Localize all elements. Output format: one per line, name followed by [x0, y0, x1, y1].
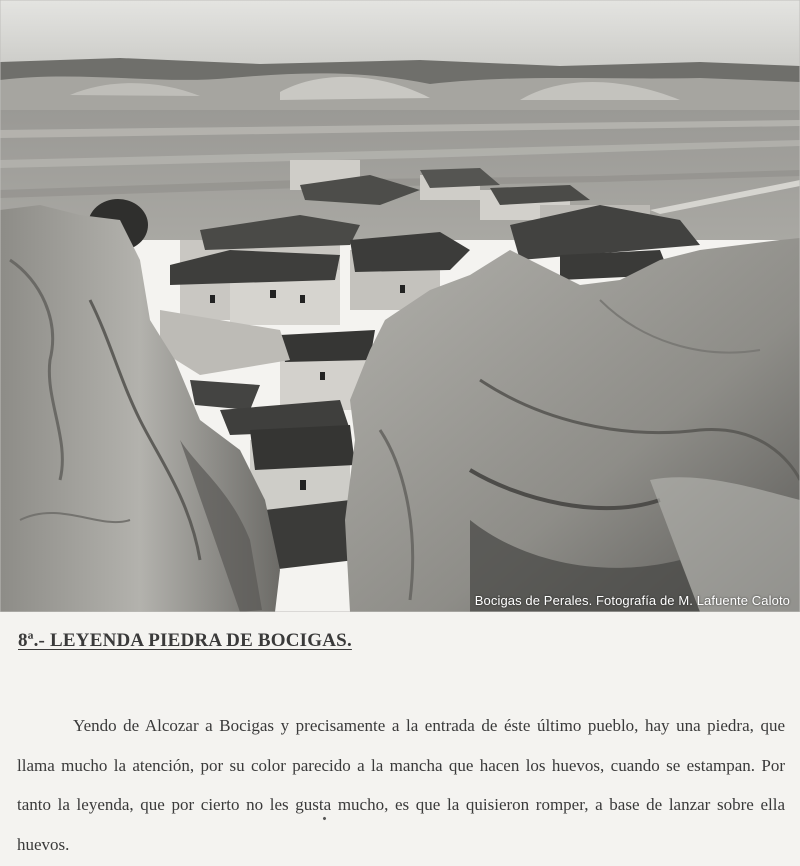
- legend-paragraph: Yendo de Alcozar a Bocigas y precisamente a la entrada de éste último pueblo, hay una piedra, que llama mucho la atención, por su color parecido a la mancha que hacen los huevos, cuando se estampan. Por tanto la leyenda, que por cierto no les gusta mucho, es que la quisieron romper, a base de lanzar sobre ella huevos.: [17, 716, 785, 854]
- photo-caption: Bocigas de Perales. Fotografía de M. Lafuente Caloto: [474, 593, 790, 608]
- section-title: 8ª.- LEYENDA PIEDRA DE BOCIGAS.: [18, 630, 352, 651]
